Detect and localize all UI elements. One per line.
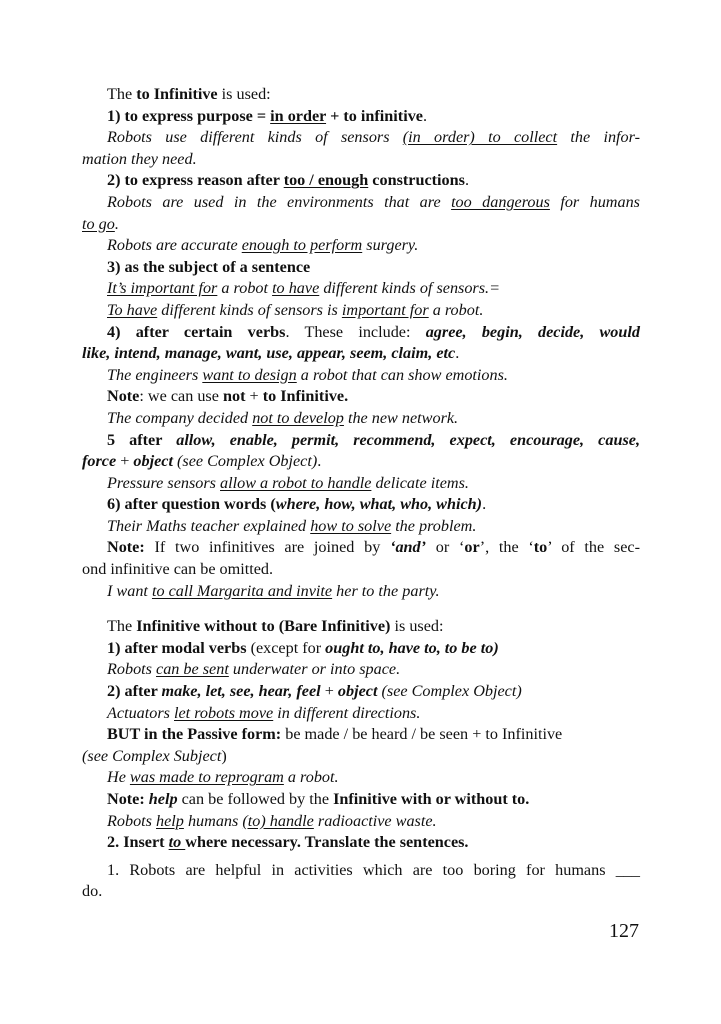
rule-5-line-2	[82, 451, 640, 473]
text: He	[107, 768, 130, 787]
text: ’ of the sec-	[547, 538, 640, 557]
text: Robots use different kinds of sensors	[107, 128, 403, 147]
example-4	[82, 278, 640, 300]
text: The	[107, 85, 137, 103]
rule-3-subject	[82, 257, 640, 279]
bare-example-2	[82, 703, 640, 725]
note-label: Note:	[107, 538, 145, 557]
text: where necessary. Translate the sentences.	[185, 833, 469, 852]
text: different kinds of sensors.=	[319, 279, 500, 298]
text: .	[317, 452, 322, 471]
underlined-term: to	[168, 833, 186, 852]
text: delicate items.	[371, 473, 469, 492]
text: a robot.	[428, 300, 484, 319]
note-1	[82, 386, 640, 408]
text: can be followed by the	[177, 790, 334, 808]
term: to	[533, 538, 548, 557]
text: + to infinitive	[326, 106, 423, 125]
note-2-line-2	[82, 559, 640, 581]
text: 1. Robots are helpful in activities which are too boring for humans ___	[107, 860, 640, 879]
underlined-phrase: can be sent	[156, 660, 229, 679]
underlined-phrase: let robots move	[174, 703, 274, 722]
text: .	[422, 106, 428, 125]
text: be made / be heard / be seen + to Infinitive	[281, 725, 563, 744]
text: Robots	[107, 811, 157, 830]
verb-list: like, intend, manage, want, use, appear, seem, claim, etc	[82, 344, 456, 363]
text: 2) to express reason after	[107, 171, 284, 190]
underlined-term: too / enough	[283, 171, 369, 190]
cross-reference: (see Complex Object)	[172, 452, 318, 471]
text: 6) after question words (	[107, 495, 276, 514]
note-2-line-1	[82, 537, 640, 559]
text: a robot.	[283, 768, 339, 787]
text: 1) to express purpose =	[107, 106, 271, 125]
underlined-phrase: to have	[272, 279, 320, 298]
text: +	[116, 452, 134, 471]
text: The	[107, 617, 137, 636]
text: +	[245, 387, 263, 406]
text: ond infinitive can be omitted.	[82, 560, 274, 579]
rule-heading: BUT in the Passive form:	[107, 725, 282, 744]
underlined-phrase: To have	[107, 300, 158, 319]
underlined-phrase: allow a robot to handle	[220, 473, 372, 492]
rule-6-question-words	[82, 494, 640, 516]
exercise-title	[82, 832, 640, 854]
cross-reference: (see Complex Object)	[377, 682, 522, 701]
section-intro-to-infinitive	[82, 84, 640, 106]
underlined-phrase: important for	[341, 300, 429, 319]
rule-5-line-1	[82, 430, 640, 452]
example-2-line-2	[82, 214, 640, 236]
underlined-term: in order	[270, 106, 327, 125]
term: help	[148, 790, 178, 808]
text: ’, the ‘	[479, 538, 534, 557]
example-3	[82, 235, 640, 257]
text: The engineers	[107, 365, 203, 384]
text: underwater or into space.	[228, 660, 401, 679]
exercise-item-1-line-1	[82, 860, 640, 882]
verb-list: make, let, see, hear, feel	[161, 682, 321, 701]
rule-4-line-1	[82, 322, 640, 344]
cross-reference: (see Complex Subject	[82, 746, 222, 765]
underlined-phrase: to go	[82, 214, 115, 233]
example-1-line-1	[82, 127, 640, 149]
term: object	[133, 452, 173, 471]
text: a robot	[217, 279, 273, 298]
term: ought to, have to, to be to)	[325, 638, 499, 657]
text: . These include:	[285, 322, 426, 341]
example-2-line-1	[82, 192, 640, 214]
rule-heading: 4) after certain verbs	[107, 322, 286, 341]
example-1-line-2	[82, 149, 640, 171]
section-gap	[82, 602, 640, 616]
rule-2-reason	[82, 170, 640, 192]
text: I want	[107, 581, 152, 600]
page-number: 127	[609, 920, 639, 942]
example-10	[82, 581, 640, 603]
question-word-list: where, how, what, who, which)	[275, 495, 483, 514]
exercise-item-1-line-2	[82, 881, 640, 903]
note-label: Note:	[107, 790, 149, 808]
bare-rule-3-line-2	[82, 746, 640, 768]
term: Infinitive without to (Bare Infinitive)	[136, 617, 391, 636]
underlined-phrase: how to solve	[310, 516, 392, 535]
rule-4-line-2	[82, 343, 640, 365]
section-intro-bare-infinitive	[82, 616, 640, 638]
text: .	[114, 214, 119, 233]
text: in different directions.	[273, 703, 421, 722]
verb-list: force	[82, 452, 117, 471]
text: radioactive waste.	[313, 811, 437, 830]
text: Actuators	[107, 703, 174, 722]
text: : we can use	[139, 387, 223, 406]
text: )	[221, 746, 227, 765]
note-label: Note	[107, 387, 140, 406]
text: is used:	[390, 617, 444, 636]
rule-1-purpose	[82, 106, 640, 128]
text: Pressure sensors	[107, 473, 221, 492]
bare-rule-3-line-1	[82, 724, 640, 746]
text: humans	[183, 811, 243, 830]
text: .	[464, 171, 469, 190]
term: not	[222, 387, 246, 406]
text: Robots are used in the environments that are	[107, 192, 452, 211]
example-6	[82, 365, 640, 387]
bare-rule-2	[82, 681, 640, 703]
example-8	[82, 473, 640, 495]
text: +	[320, 682, 338, 701]
text: the problem.	[391, 516, 477, 535]
text: .	[482, 495, 487, 514]
text: or ‘	[426, 538, 465, 557]
text: 2. Insert	[107, 833, 169, 852]
term: ‘and’	[390, 538, 427, 557]
text: Robots	[107, 660, 157, 679]
underlined-phrase: help	[156, 811, 184, 830]
term: Infinitive with or without to.	[333, 790, 530, 808]
text: different kinds of sensors is	[157, 300, 342, 319]
term: or	[464, 538, 480, 557]
text: Robots are accurate	[107, 236, 242, 255]
bare-example-1	[82, 659, 640, 681]
text: do.	[82, 882, 103, 901]
text: the infor-	[557, 128, 640, 147]
rule-heading: 1) after modal verbs	[107, 638, 247, 657]
underlined-phrase: (to) handle	[242, 811, 314, 830]
text: her to the party.	[332, 581, 440, 600]
underlined-phrase: want to design	[202, 365, 297, 384]
underlined-phrase: enough to perform	[241, 236, 363, 255]
underlined-phrase: too dangerous	[451, 192, 550, 211]
text: The company decided	[107, 408, 253, 427]
text: 3) as the subject of a sentence	[107, 257, 311, 276]
term: object	[337, 682, 378, 701]
example-7	[82, 408, 640, 430]
example-9	[82, 516, 640, 538]
text: a robot that can show emotions.	[296, 365, 508, 384]
term: to Infinitive.	[262, 387, 349, 406]
underlined-phrase: not to develop	[252, 408, 344, 427]
bare-example-3	[82, 767, 640, 789]
text: Their Maths teacher explained	[107, 516, 311, 535]
verb-list: allow, enable, permit, recommend, expect, encourage, cause,	[176, 430, 640, 449]
page-body	[82, 84, 640, 903]
text: for humans	[549, 192, 640, 211]
bare-example-4	[82, 811, 640, 833]
verb-list: agree, begin, decide, would	[425, 322, 640, 341]
rule-heading: 2) after	[107, 682, 162, 701]
rule-heading: 5 after	[107, 430, 177, 449]
text: is used:	[217, 85, 271, 103]
example-5	[82, 300, 640, 322]
bare-note-1	[82, 789, 640, 811]
text: constructions	[368, 171, 465, 190]
text: (except for	[246, 638, 326, 657]
text: .	[455, 344, 460, 363]
text: If two infinitives are joined by	[144, 538, 391, 557]
term: to Infinitive	[136, 85, 218, 103]
underlined-phrase: to call Margarita and invite	[151, 581, 333, 600]
text: the new network.	[343, 408, 459, 427]
bare-rule-1	[82, 638, 640, 660]
underlined-phrase: was made to reprogram	[129, 768, 284, 787]
text: surgery.	[362, 236, 419, 255]
underlined-phrase: It’s important for	[107, 279, 218, 298]
underlined-phrase: (in order) to collect	[402, 128, 558, 147]
text: mation they need.	[82, 149, 197, 168]
